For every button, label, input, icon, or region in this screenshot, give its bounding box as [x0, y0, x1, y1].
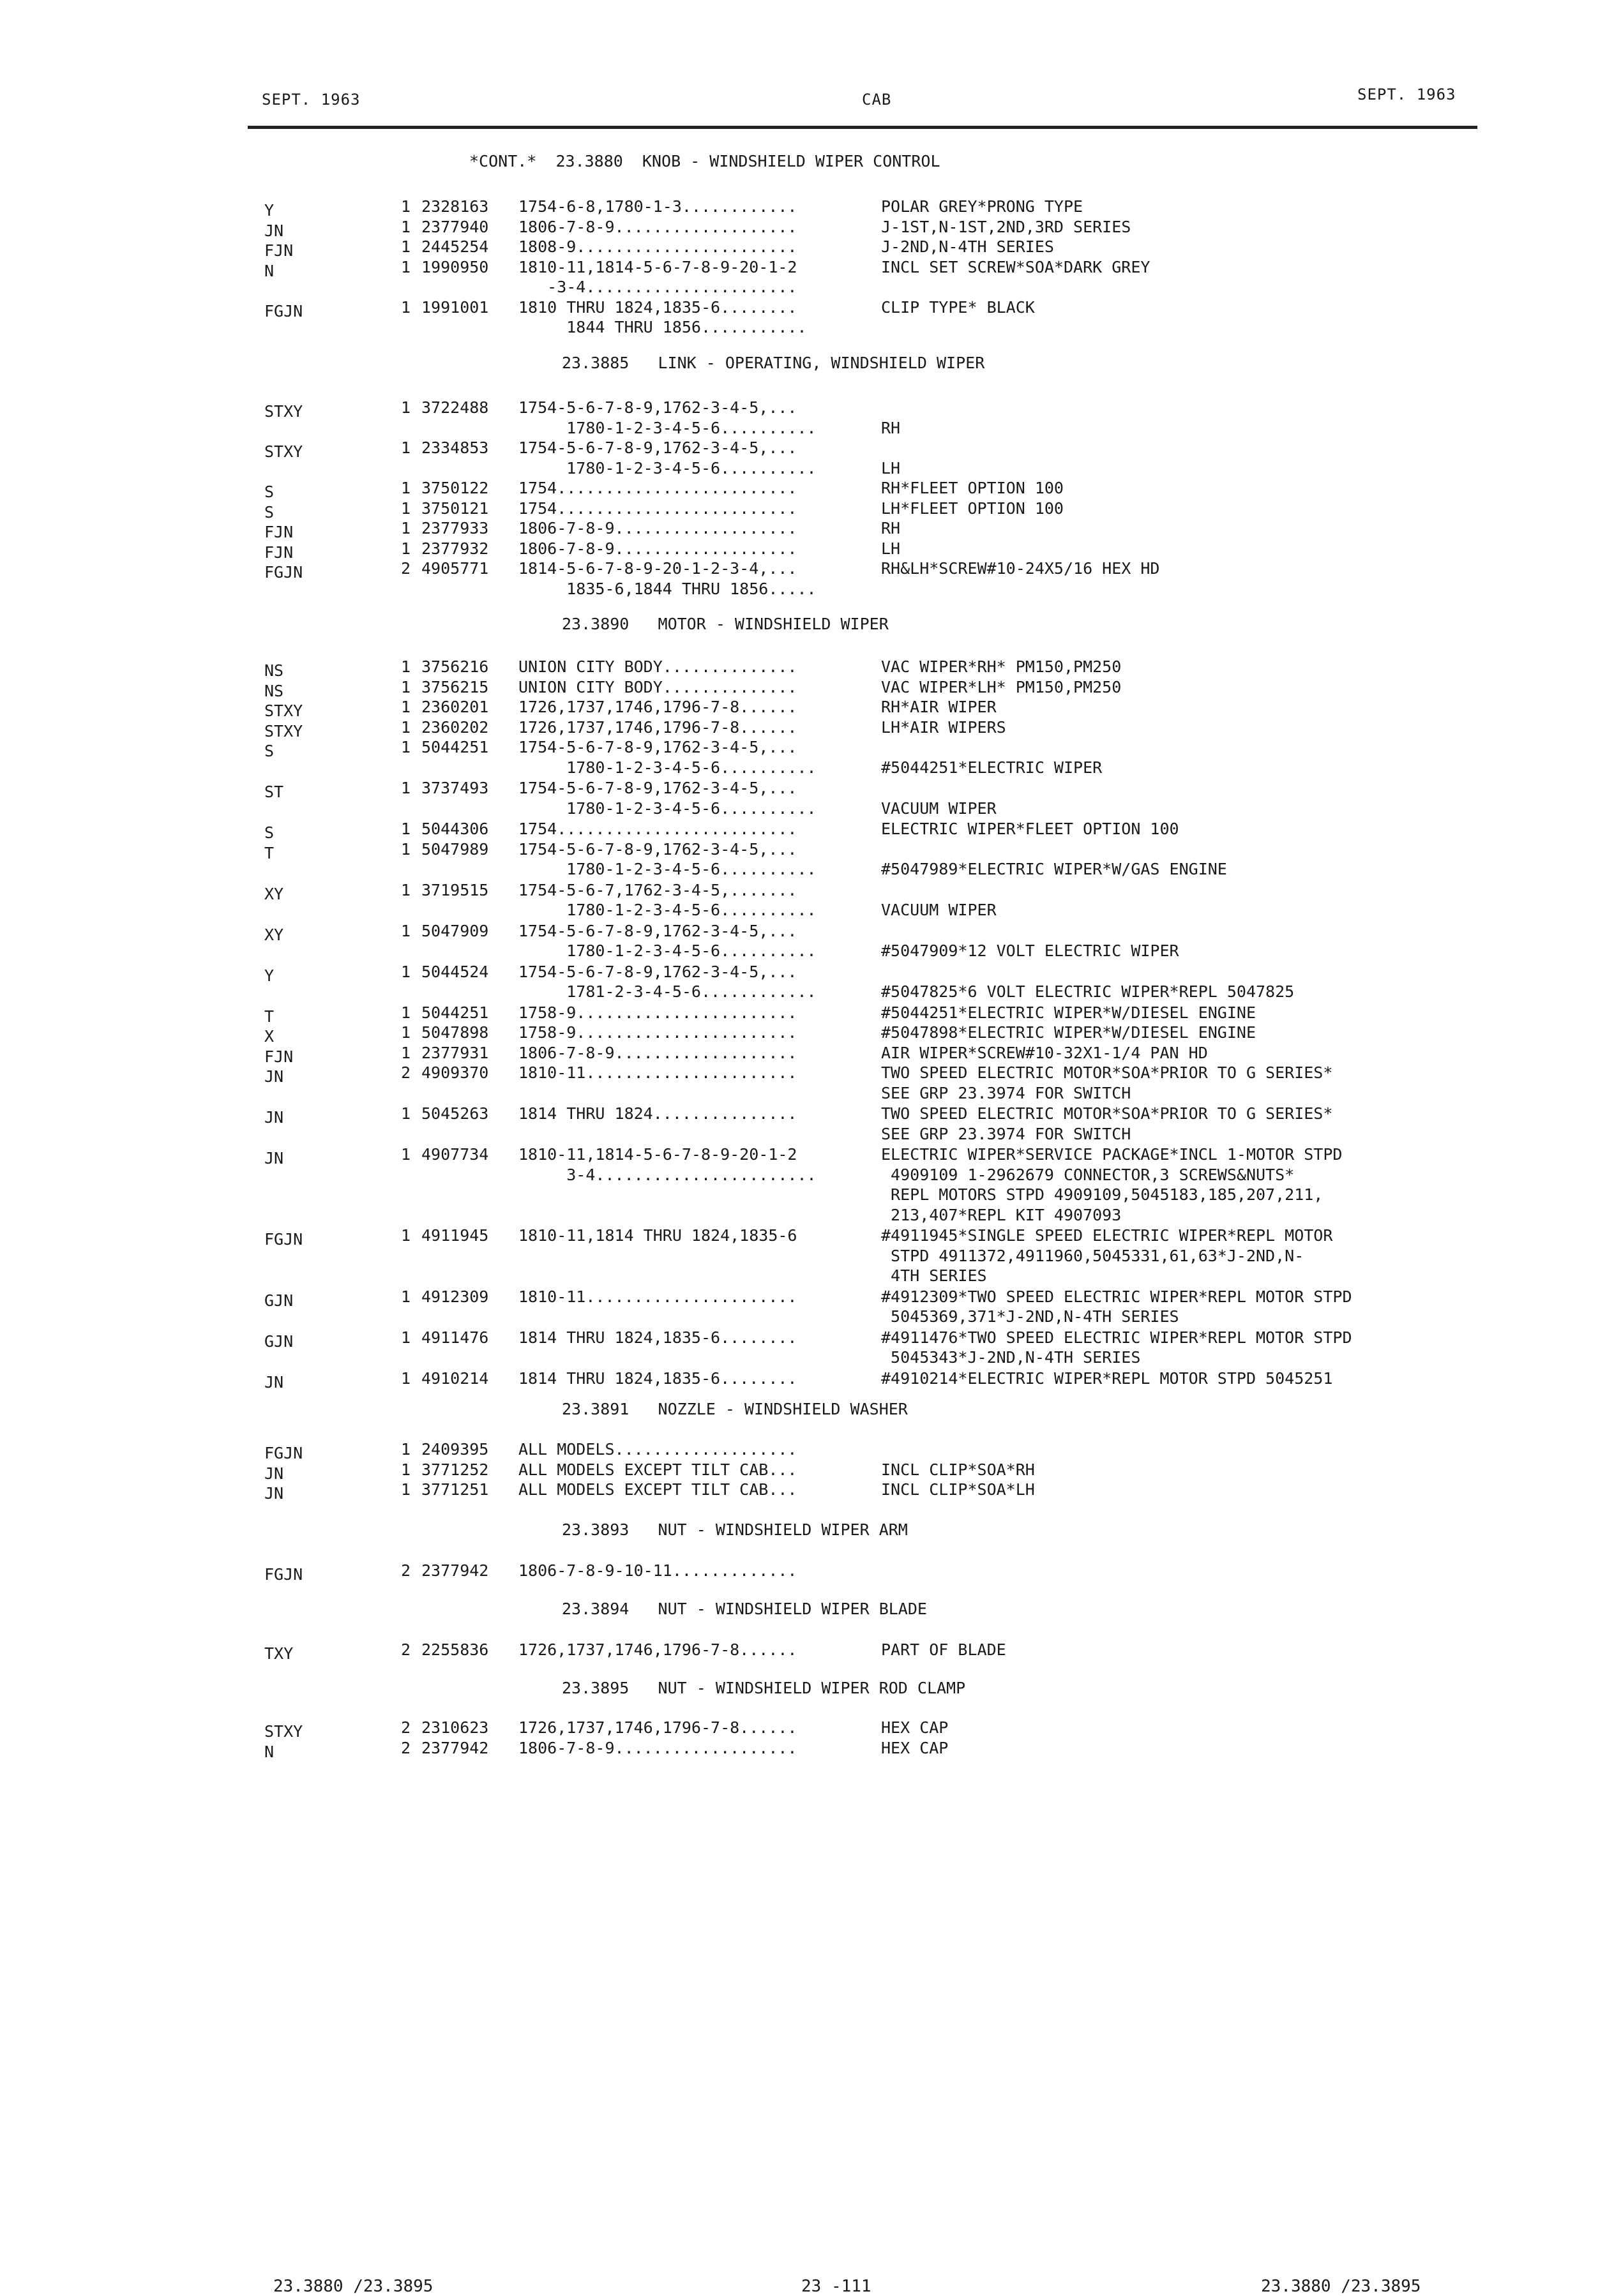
quantity: 1	[401, 197, 411, 216]
used-on: 3-4.......................	[518, 1165, 817, 1184]
used-on: 1726,1737,1746,1796-7-8......	[518, 1718, 797, 1737]
quantity: 1	[401, 657, 411, 676]
part-number: 2328163	[421, 197, 489, 216]
quantity: 1	[401, 779, 411, 797]
group-title: 23.3890 MOTOR - WINDSHIELD WIPER	[562, 615, 889, 633]
description: VAC WIPER*RH* PM150,PM250	[881, 657, 1122, 676]
quantity: 2	[401, 1718, 411, 1737]
model-codes: S	[264, 742, 275, 760]
footer-range-right: 23.3880 /23.3895	[1261, 2277, 1421, 2296]
description: LH*AIR WIPERS	[881, 717, 1006, 737]
used-on: UNION CITY BODY..............	[518, 677, 797, 696]
quantity: 1	[401, 839, 411, 859]
description: RH&LH*SCREW#10-24X5/16 HEX HD	[881, 559, 1160, 578]
model-codes: S	[264, 483, 275, 501]
quantity: 1	[401, 1287, 411, 1306]
used-on: 1726,1737,1746,1796-7-8......	[518, 1640, 797, 1659]
used-on: 1754.........................	[518, 820, 797, 838]
used-on: 1754-5-6-7-8-9,1762-3-4-5,...	[518, 779, 797, 797]
quantity: 1	[401, 1043, 411, 1062]
description: #5047989*ELECTRIC WIPER*W/GAS ENGINE	[881, 860, 1227, 878]
model-codes: GJN	[264, 1332, 294, 1351]
part-number: 1991001	[421, 297, 489, 317]
part-number: 3756215	[421, 677, 489, 696]
used-on: ALL MODELS EXCEPT TILT CAB...	[518, 1480, 797, 1499]
model-codes: FJN	[264, 1047, 294, 1066]
model-codes: X	[264, 1027, 275, 1046]
group-title: 23.3894 NUT - WINDSHIELD WIPER BLADE	[562, 1600, 927, 1618]
description: 4TH SERIES	[881, 1266, 987, 1285]
used-on: 1780-1-2-3-4-5-6..........	[518, 758, 817, 777]
quantity: 1	[401, 217, 411, 236]
part-number: 2377931	[421, 1043, 489, 1062]
used-on: 1814 THRU 1824,1835-6........	[518, 1328, 797, 1347]
model-codes: JN	[264, 1484, 284, 1503]
description: LH	[881, 458, 901, 477]
used-on: 1780-1-2-3-4-5-6..........	[518, 860, 817, 878]
model-codes: JN	[264, 1108, 284, 1127]
description: RH*FLEET OPTION 100	[881, 479, 1064, 497]
used-on: 1754-5-6-7-8-9,1762-3-4-5,...	[518, 439, 797, 457]
model-codes: S	[264, 823, 275, 842]
description: REPL MOTORS STPD 4909109,5045183,185,207,211,	[881, 1185, 1324, 1204]
quantity: 1	[401, 738, 411, 756]
model-codes: N	[264, 261, 275, 280]
quantity: 2	[401, 1063, 411, 1082]
part-number: 2409395	[421, 1440, 489, 1459]
used-on: 1810-11,1814-5-6-7-8-9-20-1-2	[518, 1145, 797, 1164]
quantity: 2	[401, 1738, 411, 1757]
model-codes: FGJN	[264, 301, 303, 320]
part-number: 2377933	[421, 519, 489, 537]
used-on: 1808-9.......................	[518, 237, 797, 256]
description: #4911945*SINGLE SPEED ELECTRIC WIPER*REPL MOTOR	[881, 1226, 1333, 1245]
quantity: 1	[401, 820, 411, 838]
part-number: 2445254	[421, 237, 489, 256]
used-on: 1806-7-8-9...................	[518, 217, 797, 236]
header-rule	[248, 126, 1477, 129]
model-codes: STXY	[264, 702, 303, 720]
used-on: 1806-7-8-9...................	[518, 1043, 797, 1062]
quantity: 1	[401, 1460, 411, 1479]
quantity: 1	[401, 257, 411, 276]
used-on: 1780-1-2-3-4-5-6..........	[518, 458, 817, 477]
description: STPD 4911372,4911960,5045331,61,63*J-2ND,N-	[881, 1246, 1304, 1265]
header-section-title: CAB	[862, 91, 892, 109]
part-number: 4905771	[421, 559, 489, 578]
description: 4909109 1-2962679 CONNECTOR,3 SCREWS&NUTS*	[881, 1165, 1295, 1184]
used-on: 1814-5-6-7-8-9-20-1-2-3-4,...	[518, 559, 797, 578]
description: POLAR GREY*PRONG TYPE	[881, 197, 1083, 216]
description: HEX CAP	[881, 1718, 949, 1737]
used-on: -3-4......................	[518, 278, 797, 296]
used-on: 1754-5-6-7-8-9,1762-3-4-5,...	[518, 839, 797, 859]
part-number: 5047909	[421, 921, 489, 940]
description: #4912309*TWO SPEED ELECTRIC WIPER*REPL MOTOR STPD	[881, 1287, 1352, 1306]
header-date-left: SEPT. 1963	[262, 91, 361, 109]
part-number: 2360202	[421, 717, 489, 737]
description: #4911476*TWO SPEED ELECTRIC WIPER*REPL MOTOR STPD	[881, 1328, 1352, 1347]
model-codes: NS	[264, 681, 284, 700]
model-codes: FGJN	[264, 1230, 303, 1249]
model-codes: XY	[264, 884, 284, 903]
part-number: 4910214	[421, 1369, 489, 1388]
quantity: 1	[401, 921, 411, 940]
used-on: ALL MODELS EXCEPT TILT CAB...	[518, 1460, 797, 1479]
used-on: 1780-1-2-3-4-5-6..........	[518, 418, 817, 437]
description: #5044251*ELECTRIC WIPER*W/DIESEL ENGINE	[881, 1003, 1256, 1022]
group-title: 23.3893 NUT - WINDSHIELD WIPER ARM	[562, 1520, 908, 1539]
model-codes: STXY	[264, 402, 303, 421]
part-number: 5044524	[421, 962, 489, 981]
description: RH	[881, 519, 901, 537]
description: SEE GRP 23.3974 FOR SWITCH	[881, 1083, 1131, 1102]
used-on: 1810-11......................	[518, 1287, 797, 1306]
footer-page-number: 23 -111	[801, 2277, 871, 2296]
used-on: 1758-9.......................	[518, 1023, 797, 1042]
part-number: 3756216	[421, 657, 489, 676]
description: LH	[881, 539, 901, 558]
quantity: 1	[401, 519, 411, 537]
description: VAC WIPER*LH* PM150,PM250	[881, 677, 1122, 696]
model-codes: N	[264, 1742, 275, 1761]
description: ELECTRIC WIPER*SERVICE PACKAGE*INCL 1-MOTOR STPD	[881, 1145, 1343, 1164]
used-on: 1754.........................	[518, 479, 797, 497]
description: 213,407*REPL KIT 4907093	[881, 1205, 1122, 1224]
header-date-right: SEPT. 1963	[1357, 86, 1456, 103]
description: #5047909*12 VOLT ELECTRIC WIPER	[881, 942, 1179, 960]
part-number: 3719515	[421, 880, 489, 899]
model-codes: GJN	[264, 1291, 294, 1310]
used-on: 1726,1737,1746,1796-7-8......	[518, 698, 797, 716]
description: RH	[881, 418, 901, 437]
description: INCL CLIP*SOA*RH	[881, 1460, 1035, 1479]
model-codes: FJN	[264, 241, 294, 260]
part-number: 4909370	[421, 1063, 489, 1082]
model-codes: STXY	[264, 1722, 303, 1741]
part-number: 2377942	[421, 1738, 489, 1757]
part-number: 3771252	[421, 1460, 489, 1479]
quantity: 1	[401, 499, 411, 518]
description: RH*AIR WIPER	[881, 698, 997, 716]
model-codes: XY	[264, 925, 284, 944]
used-on: 1758-9.......................	[518, 1003, 797, 1022]
quantity: 2	[401, 559, 411, 578]
quantity: 1	[401, 439, 411, 457]
used-on: 1835-6,1844 THRU 1856.....	[518, 579, 817, 598]
used-on: 1780-1-2-3-4-5-6..........	[518, 799, 817, 818]
part-number: 2360201	[421, 698, 489, 716]
description: CLIP TYPE* BLACK	[881, 297, 1035, 317]
group-title: 23.3891 NOZZLE - WINDSHIELD WASHER	[562, 1400, 908, 1418]
part-number: 2377932	[421, 539, 489, 558]
part-number: 3722488	[421, 398, 489, 417]
description: SEE GRP 23.3974 FOR SWITCH	[881, 1124, 1131, 1143]
group-title: *CONT.* 23.3880 KNOB - WINDSHIELD WIPER CONTROL	[469, 152, 940, 170]
quantity: 1	[401, 698, 411, 716]
model-codes: S	[264, 502, 275, 521]
part-number: 4912309	[421, 1287, 489, 1306]
used-on: 1806-7-8-9...................	[518, 519, 797, 537]
model-codes: JN	[264, 1067, 284, 1086]
model-codes: JN	[264, 1464, 284, 1483]
used-on: 1754-5-6-7,1762-3-4-5,.......	[518, 880, 797, 899]
quantity: 1	[401, 398, 411, 417]
part-number: 1990950	[421, 257, 489, 276]
part-number: 4911945	[421, 1226, 489, 1245]
used-on: 1814 THRU 1824...............	[518, 1104, 797, 1123]
quantity: 1	[401, 479, 411, 497]
model-codes: JN	[264, 1372, 284, 1392]
description: HEX CAP	[881, 1738, 949, 1757]
part-number: 5045263	[421, 1104, 489, 1123]
part-number: 3771251	[421, 1480, 489, 1499]
description: AIR WIPER*SCREW#10-32X1-1/4 PAN HD	[881, 1043, 1208, 1062]
part-number: 2255836	[421, 1640, 489, 1659]
quantity: 1	[401, 677, 411, 696]
quantity: 2	[401, 1561, 411, 1580]
quantity: 1	[401, 297, 411, 317]
description: VACUUM WIPER	[881, 901, 997, 919]
part-number: 3737493	[421, 779, 489, 797]
used-on: 1810-11,1814-5-6-7-8-9-20-1-2	[518, 257, 797, 276]
used-on: 1844 THRU 1856...........	[518, 318, 807, 336]
model-codes: STXY	[264, 721, 303, 740]
description: #4910214*ELECTRIC WIPER*REPL MOTOR STPD 5045251	[881, 1369, 1333, 1388]
part-number: 2377940	[421, 217, 489, 236]
used-on: 1726,1737,1746,1796-7-8......	[518, 717, 797, 737]
used-on: UNION CITY BODY..............	[518, 657, 797, 676]
part-number: 5044251	[421, 1003, 489, 1022]
model-codes: T	[264, 1007, 275, 1026]
part-number: 2334853	[421, 439, 489, 457]
description: INCL SET SCREW*SOA*DARK GREY	[881, 257, 1150, 276]
quantity: 2	[401, 1640, 411, 1659]
quantity: 1	[401, 717, 411, 737]
part-number: 5047898	[421, 1023, 489, 1042]
used-on: 1780-1-2-3-4-5-6..........	[518, 901, 817, 919]
part-number: 3750122	[421, 479, 489, 497]
used-on: 1781-2-3-4-5-6............	[518, 982, 817, 1001]
quantity: 1	[401, 1480, 411, 1499]
description: J-2ND,N-4TH SERIES	[881, 237, 1054, 256]
used-on: 1806-7-8-9...................	[518, 539, 797, 558]
used-on: 1810-11......................	[518, 1063, 797, 1082]
part-number: 5044251	[421, 738, 489, 756]
description: #5047825*6 VOLT ELECTRIC WIPER*REPL 5047825	[881, 982, 1295, 1001]
description: J-1ST,N-1ST,2ND,3RD SERIES	[881, 217, 1131, 236]
used-on: ALL MODELS...................	[518, 1440, 797, 1459]
description: 5045343*J-2ND,N-4TH SERIES	[881, 1348, 1141, 1367]
quantity: 1	[401, 1226, 411, 1245]
quantity: 1	[401, 237, 411, 256]
part-number: 5044306	[421, 820, 489, 838]
description: #5044251*ELECTRIC WIPER	[881, 758, 1103, 777]
model-codes: FGJN	[264, 1565, 303, 1584]
model-codes: ST	[264, 783, 284, 801]
model-codes: Y	[264, 966, 275, 985]
description: 5045369,371*J-2ND,N-4TH SERIES	[881, 1307, 1179, 1326]
footer-range-left: 23.3880 /23.3895	[273, 2277, 434, 2296]
description: VACUUM WIPER	[881, 799, 997, 818]
description: #5047898*ELECTRIC WIPER*W/DIESEL ENGINE	[881, 1023, 1256, 1042]
used-on: 1780-1-2-3-4-5-6..........	[518, 942, 817, 960]
used-on: 1814 THRU 1824,1835-6........	[518, 1369, 797, 1388]
used-on: 1806-7-8-9...................	[518, 1738, 797, 1757]
model-codes: NS	[264, 661, 284, 680]
used-on: 1806-7-8-9-10-11.............	[518, 1561, 797, 1580]
used-on: 1810-11,1814 THRU 1824,1835-6	[518, 1226, 797, 1245]
part-number: 2377942	[421, 1561, 489, 1580]
group-title: 23.3895 NUT - WINDSHIELD WIPER ROD CLAMP	[562, 1679, 966, 1697]
part-number: 4911476	[421, 1328, 489, 1347]
used-on: 1754.........................	[518, 499, 797, 518]
model-codes: STXY	[264, 442, 303, 461]
used-on: 1754-5-6-7-8-9,1762-3-4-5,...	[518, 398, 797, 417]
quantity: 1	[401, 962, 411, 981]
used-on: 1754-5-6-7-8-9,1762-3-4-5,...	[518, 738, 797, 756]
part-number: 3750121	[421, 499, 489, 518]
quantity: 1	[401, 1369, 411, 1388]
model-codes: FGJN	[264, 1444, 303, 1462]
quantity: 1	[401, 880, 411, 899]
used-on: 1810 THRU 1824,1835-6........	[518, 297, 797, 317]
quantity: 1	[401, 1145, 411, 1164]
quantity: 1	[401, 1023, 411, 1042]
part-number: 2310623	[421, 1718, 489, 1737]
used-on: 1754-6-8,1780-1-3............	[518, 197, 797, 216]
part-number: 4907734	[421, 1145, 489, 1164]
model-codes: JN	[264, 221, 284, 240]
quantity: 1	[401, 1440, 411, 1459]
used-on: 1754-5-6-7-8-9,1762-3-4-5,...	[518, 921, 797, 940]
description: PART OF BLADE	[881, 1640, 1006, 1659]
quantity: 1	[401, 1104, 411, 1123]
description: LH*FLEET OPTION 100	[881, 499, 1064, 518]
quantity: 1	[401, 539, 411, 558]
model-codes: FJN	[264, 523, 294, 541]
description: TWO SPEED ELECTRIC MOTOR*SOA*PRIOR TO G SERIES*	[881, 1104, 1333, 1123]
model-codes: JN	[264, 1149, 284, 1167]
model-codes: FGJN	[264, 563, 303, 582]
quantity: 1	[401, 1003, 411, 1022]
description: INCL CLIP*SOA*LH	[881, 1480, 1035, 1499]
quantity: 1	[401, 1328, 411, 1347]
used-on: 1754-5-6-7-8-9,1762-3-4-5,...	[518, 962, 797, 981]
model-codes: FJN	[264, 543, 294, 562]
part-number: 5047989	[421, 839, 489, 859]
description: ELECTRIC WIPER*FLEET OPTION 100	[881, 820, 1179, 838]
group-title: 23.3885 LINK - OPERATING, WINDSHIELD WIPER	[562, 354, 985, 372]
model-codes: T	[264, 843, 275, 862]
description: TWO SPEED ELECTRIC MOTOR*SOA*PRIOR TO G SERIES*	[881, 1063, 1333, 1082]
model-codes: TXY	[264, 1644, 294, 1663]
model-codes: Y	[264, 201, 275, 220]
